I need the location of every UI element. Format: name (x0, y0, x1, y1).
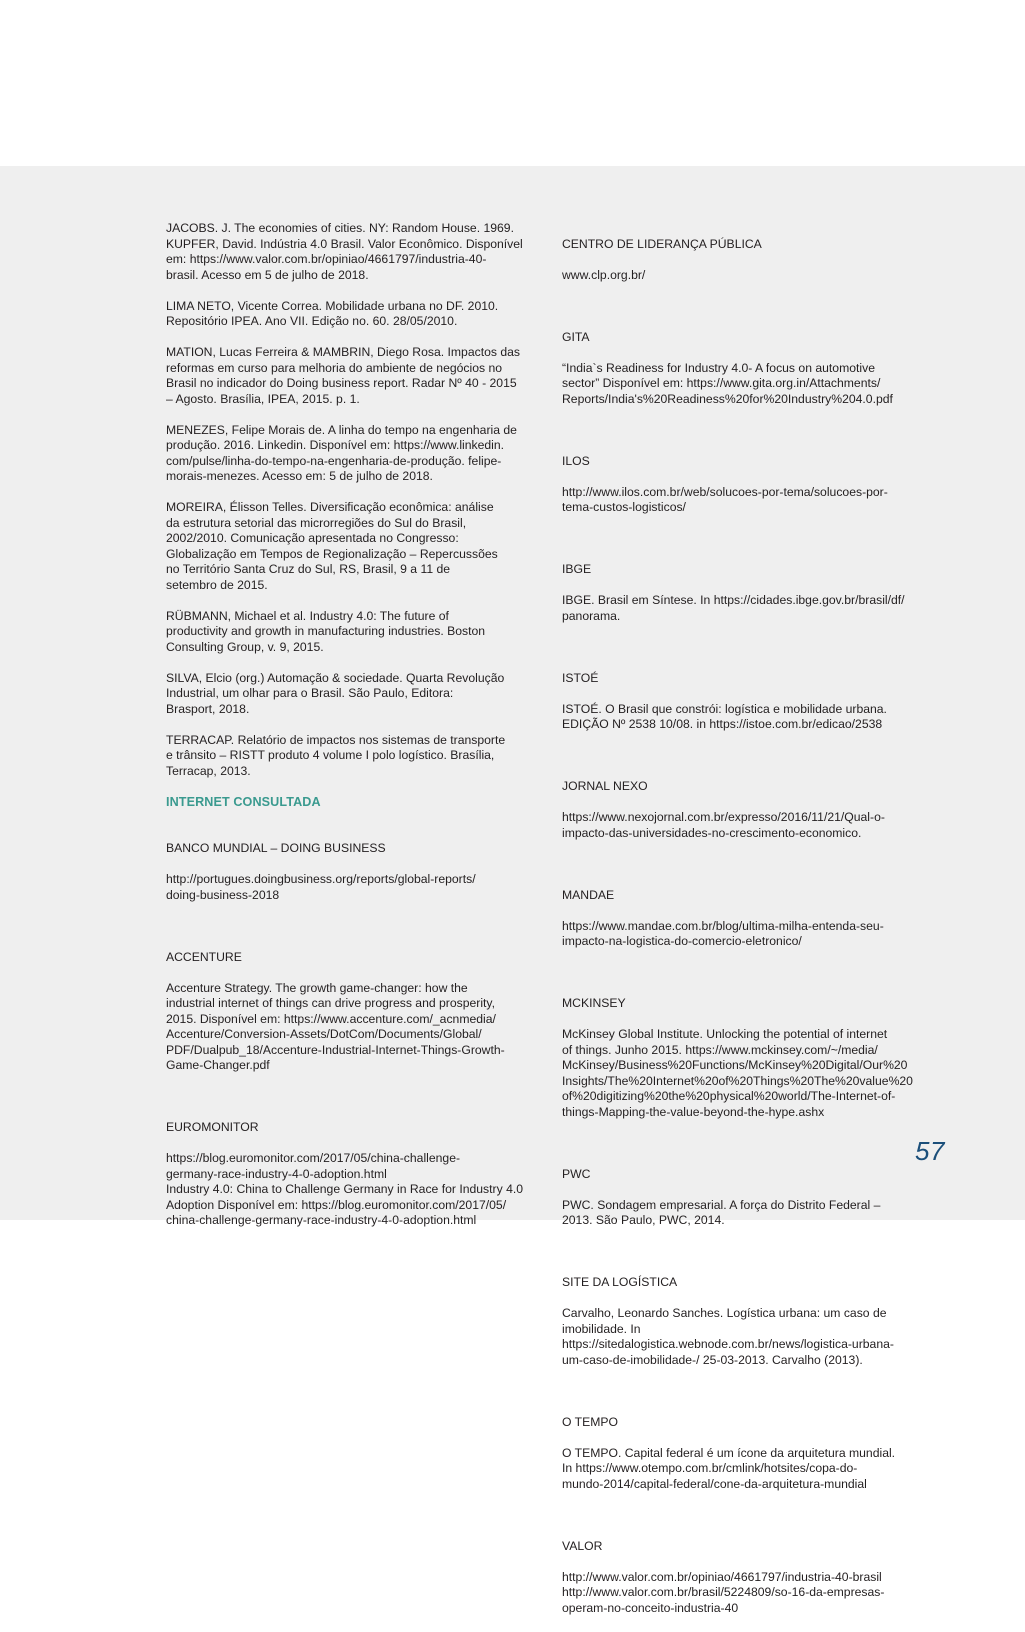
source-name: O TEMPO (562, 1414, 618, 1429)
source-reference: O TEMPO. Capital federal é um ícone da arquitetura mundial. In https://www.otempo.com.br/cmlink/hotsites/copa-do- mundo-2014/capital-federal/cone-da-arquitetura-mundial (562, 1445, 896, 1491)
top-margin (0, 0, 1025, 166)
internet-source-entry (562, 1151, 946, 1244)
source-reference: IBGE. Brasil em Síntese. In https://cidades.ibge.gov.br/brasil/df/ panorama. (562, 593, 905, 623)
source-reference: PWC. Sondagem empresarial. A força do Distrito Federal – 2013. São Paulo, PWC, 2014. (562, 1197, 881, 1227)
reference-entry: MOREIRA, Élisson Telles. Diversificação econômica: análise da estrutura setorial das microrregiões do Sul do Brasil, 2002/2010. Comunicação apresentada no Congresso: Globalização em Tempos de Regionalização – Repercussões no Território Santa Cruz do Sul, RS, Brasil, 9 a 11 de setembro de 2015. (166, 500, 498, 592)
section-heading-internet: INTERNET CONSULTADA (166, 794, 321, 809)
source-name: EUROMONITOR (166, 1120, 259, 1134)
left-column (166, 221, 546, 1244)
reference-entry: MENEZES, Felipe Morais de. A linha do tempo na engenharia de produção. 2016. Linkedin. Disponível em: https://www.linkedin. com/pulse/linha-do-tempo-na-engenharia-de-produção. felipe- morais-menezes. Acesso em: 5 de julho de 2018. (166, 422, 517, 483)
reference-entry: TERRACAP. Relatório de impactos nos sistemas de transporte e trânsito – RISTT produto 4 volume I polo logístico. Brasília, Terracap, 2013. (166, 732, 506, 778)
internet-source-entry (166, 826, 546, 919)
source-reference: McKinsey Global Institute. Unlocking the potential of internet of things. Junho 2015. https://www.mckinsey.com/~/media/ McKinsey/Business%20Functions/McKinsey%20Digital/Our%20 Insights/The%20Internet%20of%20Things%20The%20value%20 of%20digitizing%20the%20physical%20world/The-Internet-of- things-Mapping-the-value-beyond-the-hype.ashx (562, 1027, 913, 1119)
reference-entry: SILVA, Elcio (org.) Automação & sociedade. Quarta Revolução Industrial, um olhar para o Brasil. São Paulo, Editora: Brasport, 2018. (166, 670, 505, 716)
source-reference: http://www.ilos.com.br/web/solucoes-por-tema/solucoes-por- tema-custos-logisticos/ (562, 484, 888, 514)
source-name: JORNAL NEXO (562, 779, 648, 793)
source-name: MANDAE (562, 887, 615, 902)
right-column (562, 221, 946, 1632)
internet-source-entry (166, 934, 546, 1089)
reference-entry: RÜBMANN, Michael et al. Industry 4.0: The future of productivity and growth in manufacturing industries. Boston Consulting Group, v. 9, 2015. (166, 608, 486, 654)
internet-source-entry (562, 547, 946, 640)
internet-source-entry (562, 981, 946, 1136)
internet-source-entry (562, 221, 946, 299)
source-reference: http://www.valor.com.br/opiniao/4661797/industria-40-brasil http://www.valor.com.br/brasil/5224809/so-16-da-empresas- operam-no-conceito-industria-40 (562, 1569, 885, 1615)
internet-source-entry (562, 314, 946, 423)
internet-source-entry (562, 1399, 946, 1508)
internet-source-entry (562, 1260, 946, 1384)
source-name: IBGE (562, 562, 592, 576)
reference-entry: MATION, Lucas Ferreira & MAMBRIN, Diego Rosa. Impactos das reformas em curso para melhoria do ambiente de negócios no Brasil no indicador do Doing business report. Radar Nº 40 - 2015 – Agosto. Brasília, IPEA, 2015. p. 1. (166, 345, 520, 406)
source-reference: “India`s Readiness for Industry 4.0- A focus on automotive sector” Disponível em: https://www.gita.org.in/Attachments/ Reports/India's%20Readiness%20for%20Industry%204.0.pdf (562, 360, 893, 406)
internet-source-entry (562, 1523, 946, 1632)
source-name: BANCO MUNDIAL – DOING BUSINESS (166, 841, 386, 855)
internet-source-entry (166, 1105, 546, 1245)
source-name: PWC (562, 1166, 591, 1181)
source-name: VALOR (562, 1538, 603, 1553)
source-reference: ISTOÉ. O Brasil que constrói: logística e mobilidade urbana. EDIÇÃO Nº 2538 10/08. in https://istoe.com.br/edicao/2538 (562, 701, 887, 731)
reference-entry: LIMA NETO, Vicente Correa. Mobilidade urbana no DF. 2010. Repositório IPEA. Ano VII. Edição no. 60. 28/05/2010. (166, 298, 499, 328)
internet-source-entry (562, 655, 946, 748)
source-name: ILOS (562, 453, 590, 468)
source-reference: Accenture Strategy. The growth game-changer: how the industrial internet of things can drive progress and prosperity, 2015. Disponível em: https://www.accenture.com/_acnmedia/ Accenture/Conversion-Assets/DotCom/Documents/Global/ PDF/Dualpub_18/Accenture-Industrial-Internet-Things-Growth- Game-Changer.pdf (166, 980, 505, 1072)
reference-entry: JACOBS. J. The economies of cities. NY: Random House. 1969. KUPFER, David. Indústria 4.0 Brasil. Valor Econômico. Disponível em: https://www.valor.com.br/opiniao/4661797/industria-40- brasil. Acesso em 5 de julho de 2018. (166, 221, 523, 282)
source-reference: https://www.nexojornal.com.br/expresso/2016/11/21/Qual-o- impacto-das-universidades-no-crescimento-economico. (562, 810, 885, 840)
source-reference: http://portugues.doingbusiness.org/reports/global-reports/ doing-business-2018 (166, 872, 476, 902)
source-name: SITE DA LOGÍSTICA (562, 1275, 678, 1289)
source-reference: www.clp.org.br/ (562, 267, 646, 282)
source-reference: Carvalho, Leonardo Sanches. Logística urbana: um caso de imobilidade. In https://sitedalogistica.webnode.com.br/news/logistica-urbana- um-caso-de-imobilidade-/ 25-03-2013. Carvalho (2013). (562, 1306, 894, 1367)
source-reference: https://blog.euromonitor.com/2017/05/china-challenge- germany-race-industry-4-0-adoption.html Industry 4.0: China to Challenge Germany in Race for Industry 4.0 Adoption Disponível em: https://blog.euromonitor.com/2017/05/ china-challenge-germany-race-industry-4-0-adoption.html (166, 1151, 524, 1227)
source-reference: https://www.mandae.com.br/blog/ultima-milha-entenda-seu- impacto-na-logistica-do-comercio-eletronico/ (562, 918, 884, 948)
internet-source-entry (562, 764, 946, 857)
source-name: ISTOÉ (562, 670, 599, 685)
page-number: 57 (915, 1136, 945, 1166)
source-name: ACCENTURE (166, 949, 242, 964)
source-name: GITA (562, 329, 590, 344)
source-name: CENTRO DE LIDERANÇA PÚBLICA (562, 236, 762, 251)
source-name: MCKINSEY (562, 996, 626, 1010)
internet-source-entry (562, 872, 946, 965)
internet-source-entry (562, 438, 946, 531)
